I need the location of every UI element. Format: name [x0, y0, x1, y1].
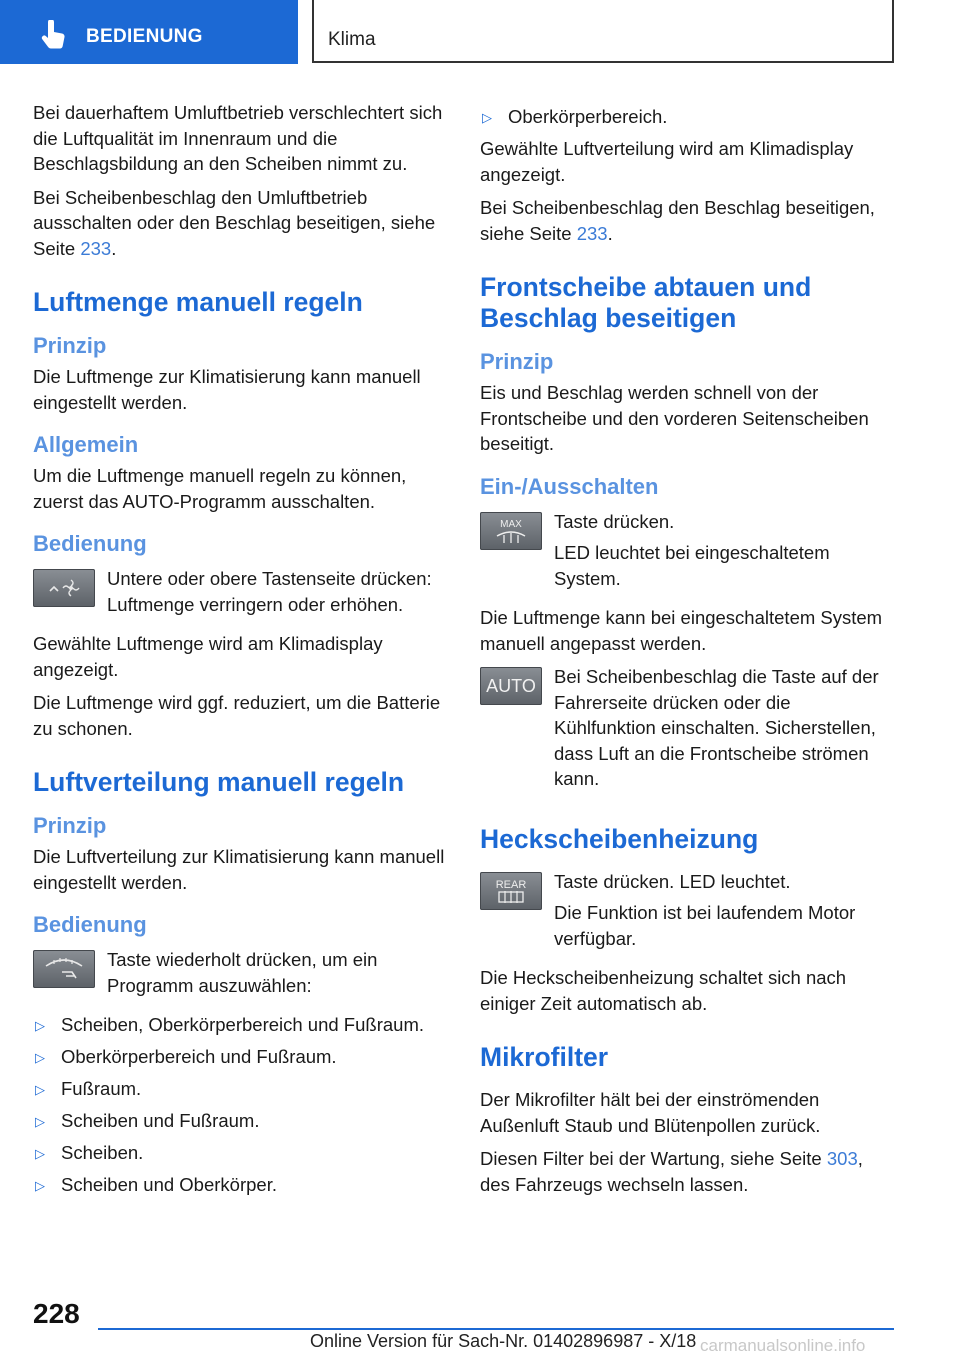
fan-speed-icon [44, 576, 84, 600]
page-number: 228 [33, 1298, 80, 1329]
paragraph-prinzip-3: Eis und Beschlag werden schnell von der Frontscheibe und den vorderen Seitenscheiben beseitigt. [480, 382, 869, 454]
heading-luftverteilung: Luftverteilung manuell regeln [33, 767, 405, 797]
paragraph-taste-led: Taste drücken. LED leuchtet. [554, 870, 791, 892]
paragraph-gewaehlt-luftmenge: Gewählte Luftmenge wird am Klimadisplay angezeigt. [33, 633, 383, 680]
header-section-tab[interactable] [0, 0, 298, 64]
max-key-row [480, 509, 895, 598]
triangle-bullet-icon: ▷ [35, 1146, 45, 1161]
heading-heckscheibe: Heckscheibenheizung [480, 823, 759, 854]
paragraph-gewaehlt-verteilung: Gewählte Luftverteilung wird am Klimadisplay angezeigt. [480, 138, 854, 185]
subheading-ein-ausschalten: Ein-/Ausschalten [480, 473, 659, 499]
triangle-bullet-icon: ▷ [35, 1018, 45, 1033]
distribution-program-list [33, 1012, 448, 1198]
auto-icon [484, 673, 538, 699]
heading-frontscheibe: Frontscheibe abtauen und Beschlag beseitigen [480, 272, 812, 333]
paragraph-allgemein: Um die Luftmenge manuell regeln zu können, zuerst das AUTO-Programm ausschalten. [33, 465, 407, 512]
header-chapter-label: Klima [328, 29, 376, 50]
list-item: ▷ Oberkörperbereich. [480, 104, 895, 130]
page-link-303[interactable]: 303 [826, 1148, 858, 1169]
paragraph-beschlag: Bei Scheibenbeschlag den Beschlag beseitigen, siehe Seite 233. [480, 197, 875, 244]
rear-defrost-key [480, 872, 542, 910]
triangle-bullet-icon: ▷ [35, 1082, 45, 1097]
subheading-bedienung-2: Bedienung [33, 912, 147, 937]
list-item: ▷ Scheiben und Oberkörper. [33, 1172, 448, 1198]
left-column [33, 100, 448, 1204]
list-item: ▷ Scheiben und Fußraum. [33, 1108, 448, 1134]
triangle-bullet-icon: ▷ [35, 1050, 45, 1065]
triangle-bullet-icon: ▷ [482, 110, 492, 125]
heading-mikrofilter: Mikrofilter [480, 1042, 609, 1072]
intro-paragraph-1: Bei dauerhaftem Umluftbetrieb verschlechtert sich die Luftqualität im Innenraum und die Beschlagsbildung an den Scheiben nimmt zu. [33, 102, 443, 174]
list-item: ▷ Scheiben. [33, 1140, 448, 1166]
svg-text:MAX: MAX [500, 518, 522, 530]
header-section-label: BEDIENUNG [86, 26, 203, 47]
air-distribution-key [33, 950, 95, 988]
paragraph-mikrofilter-1: Der Mikrofilter hält bei der einströmenden Außenluft Staub und Blütenpollen zurück. [480, 1089, 821, 1136]
paragraph-taste-druecken: Taste drücken. [554, 510, 675, 532]
fan-speed-key [33, 569, 95, 607]
paragraph-prinzip-2: Die Luftverteilung zur Klimatisierung kann manuell eingestellt werden. [33, 846, 445, 893]
watermark: carmanualsonline.info [700, 1336, 866, 1355]
paragraph-batterie: Die Luftmenge wird ggf. reduziert, um die Batterie zu schonen. [33, 692, 441, 739]
right-column [480, 100, 895, 1205]
paragraph-bedienung-luftmenge: Untere oder obere Tastenseite drücken: Luftmenge verringern oder erhöhen. [107, 568, 432, 615]
list-item: ▷ Oberkörperbereich und Fußraum. [33, 1044, 448, 1070]
svg-text:AUTO: AUTO [486, 676, 536, 696]
fan-key-row [33, 566, 448, 623]
list-item: ▷ Scheiben, Oberkörperbereich und Fußraum. [33, 1012, 448, 1038]
paragraph-auto: Bei Scheibenbeschlag die Taste auf der Fahrerseite drücken oder die Kühlfunktion einschalten. Sicherstellen, dass Luft an die Frontscheibe strömen kann. [554, 666, 879, 789]
heading-luftmenge: Luftmenge manuell regeln [33, 287, 363, 317]
paragraph-mikrofilter-2: Diesen Filter bei der Wartung, siehe Seite 303, des Fahrzeugs wechseln lassen. [480, 1148, 863, 1195]
distribution-program-list-cont [480, 104, 895, 130]
max-defrost-icon [489, 516, 533, 546]
subheading-allgemein: Allgemein [33, 432, 139, 457]
list-item: ▷ Fußraum. [33, 1076, 448, 1102]
paragraph-angepasst: Die Luftmenge kann bei eingeschaltetem System manuell angepasst werden. [480, 607, 883, 654]
page-link-233[interactable]: 233 [80, 237, 112, 259]
triangle-bullet-icon: ▷ [35, 1114, 45, 1129]
subheading-bedienung: Bedienung [33, 531, 147, 556]
auto-key-row [480, 664, 895, 798]
triangle-bullet-icon: ▷ [35, 1178, 45, 1193]
paragraph-bedienung-verteilung: Taste wiederholt drücken, um ein Programm auszuwählen: [107, 949, 378, 996]
header-chapter [312, 0, 894, 63]
rear-defrost-icon [489, 876, 533, 906]
footer-divider [98, 1328, 894, 1330]
hand-pointer-icon [40, 20, 68, 50]
svg-text:REAR: REAR [495, 878, 527, 891]
subheading-prinzip-3: Prinzip [480, 349, 554, 374]
page-link-233[interactable]: 233 [576, 222, 608, 244]
paragraph-led-leuchtet: LED leuchtet bei eingeschaltetem System. [554, 542, 830, 589]
air-distribution-icon [42, 956, 86, 982]
paragraph-heck-auto: Die Heckscheibenheizung schaltet sich nach einiger Zeit automatisch ab. [480, 967, 847, 1014]
rear-key-row [480, 869, 895, 958]
intro-paragraph-2: Bei Scheibenbeschlag den Umluftbetrieb ausschalten oder den Beschlag beseitigen, siehe Seite 233. [33, 186, 436, 259]
auto-key [480, 667, 542, 705]
max-defrost-key [480, 512, 542, 550]
airflow-key-row [33, 947, 448, 1004]
subheading-prinzip-2: Prinzip [33, 813, 107, 838]
paragraph-prinzip: Die Luftmenge zur Klimatisierung kann manuell eingestellt werden. [33, 366, 421, 413]
footer-online-version: Online Version für Sach-Nr. 01402896987 - X/18 [310, 1331, 697, 1351]
paragraph-motor: Die Funktion ist bei laufendem Motor verfügbar. [554, 902, 856, 949]
subheading-prinzip: Prinzip [33, 333, 107, 358]
